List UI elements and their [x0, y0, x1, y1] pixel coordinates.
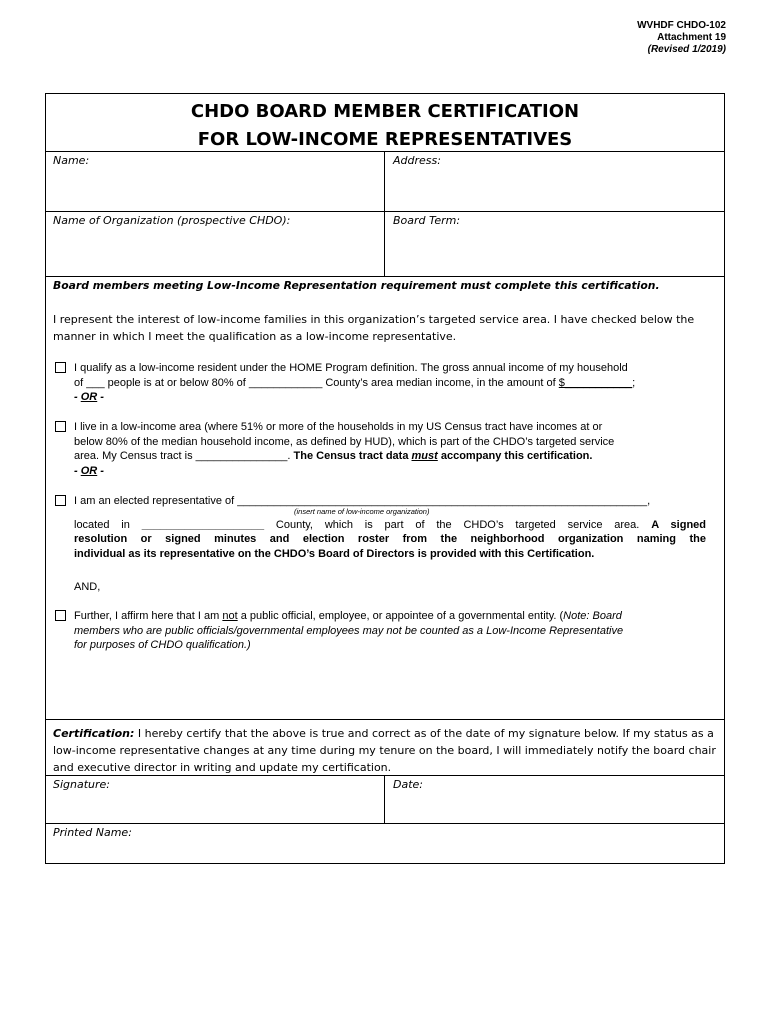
requirement-note: Board members meeting Low-Income Representation requirement must complete this certification. — [53, 279, 660, 292]
board-term-field[interactable]: Board Term: — [393, 214, 461, 227]
title-line-1: CHDO BOARD MEMBER CERTIFICATION — [190, 101, 580, 122]
insert-organization-note: (insert name of low-income organization) — [294, 506, 430, 516]
attachment-number: Attachment 19 — [657, 32, 726, 43]
option4-line-3: for purposes of CHDO qualification.) — [74, 639, 251, 651]
revision-date: (Revised 1/2019) — [647, 44, 726, 55]
organization-field[interactable]: Name of Organization (prospective CHDO): — [53, 214, 291, 227]
divider — [46, 823, 724, 824]
date-field[interactable]: Date: — [393, 778, 423, 791]
low-income-resident-checkbox[interactable] — [55, 362, 66, 373]
income-amount-blank: $___________ — [558, 376, 633, 389]
option4-line-2: members who are public officials/governmental employees may not be counted as a Low-Income Representative — [74, 624, 624, 637]
option2-line-3: area. My Census tract is _______________. The Census tract data must accompany this certification. — [74, 450, 593, 462]
option4-line-1: Further, I affirm here that I am not a public official, employee, or appointee of a governmental entity. (Note: Board — [74, 610, 622, 622]
divider — [384, 775, 385, 823]
option2-line-1: I live in a low-income area (where 51% or more of the households in my US Census tract have incomes at or — [74, 421, 603, 433]
option1-line-2 — [74, 376, 706, 391]
and-text: AND, — [74, 581, 101, 593]
option2-line-2: below 80% of the median household income, as defined by HUD), which is part of the CHDO’s targeted service — [74, 435, 615, 448]
form-header — [637, 20, 726, 56]
name-field[interactable]: Name: — [53, 154, 90, 167]
divider — [46, 719, 724, 720]
printed-name-field[interactable]: Printed Name: — [53, 826, 132, 839]
certification-statement — [53, 725, 721, 776]
form-id: WVHDF CHDO-102 — [637, 20, 726, 31]
intro-paragraph — [53, 311, 721, 345]
option1-line-1: I qualify as a low-income resident under the HOME Program definition. The gross annual income of my household — [74, 362, 628, 374]
not-public-official-checkbox[interactable] — [55, 610, 66, 621]
or-separator: - OR - — [74, 464, 104, 477]
option3-line-2: located in ____________________ County, which is part of the CHDO’s targeted service area. A signed — [74, 518, 707, 531]
option1-text-end: ; — [632, 376, 636, 389]
form-title — [46, 98, 724, 154]
option1-text: of ___ people is at or below 80% of ____________ County’s area median income, in the amount of — [74, 376, 559, 389]
divider — [384, 151, 385, 276]
divider — [46, 151, 724, 152]
intro-line-1: I represent the interest of low-income families in this organization’s targeted service area. I have checked below the — [53, 313, 695, 326]
option3-line-4: individual as its representative on the CHDO’s Board of Directors is provided with this Certification. — [74, 547, 595, 560]
or-separator: - OR - — [74, 391, 104, 403]
divider — [46, 775, 724, 776]
certification-line-1: Certification: I hereby certify that the above is true and correct as of the date of my signature below. If my status as a — [53, 727, 714, 740]
option3-line-3: resolution or signed minutes and election roster from the neighborhood organization naming the — [74, 533, 706, 545]
address-field[interactable]: Address: — [393, 154, 441, 167]
low-income-area-checkbox[interactable] — [55, 421, 66, 432]
intro-line-2: manner in which I meet the qualification as a low-income representative. — [53, 330, 457, 343]
elected-representative-checkbox[interactable] — [55, 495, 66, 506]
certification-line-2: low-income representative changes at any time during my tenure on the board, I will immediately notify the board chair — [53, 744, 716, 757]
certification-line-3: and executive director in writing and update my certification. — [53, 761, 392, 774]
certification-form — [45, 93, 725, 864]
option3-line-1: I am an elected representative of ___________________________________________________________________, — [74, 495, 651, 507]
signature-field[interactable]: Signature: — [53, 778, 111, 791]
title-line-2: FOR LOW-INCOME REPRESENTATIVES — [197, 129, 573, 150]
divider — [46, 211, 724, 212]
